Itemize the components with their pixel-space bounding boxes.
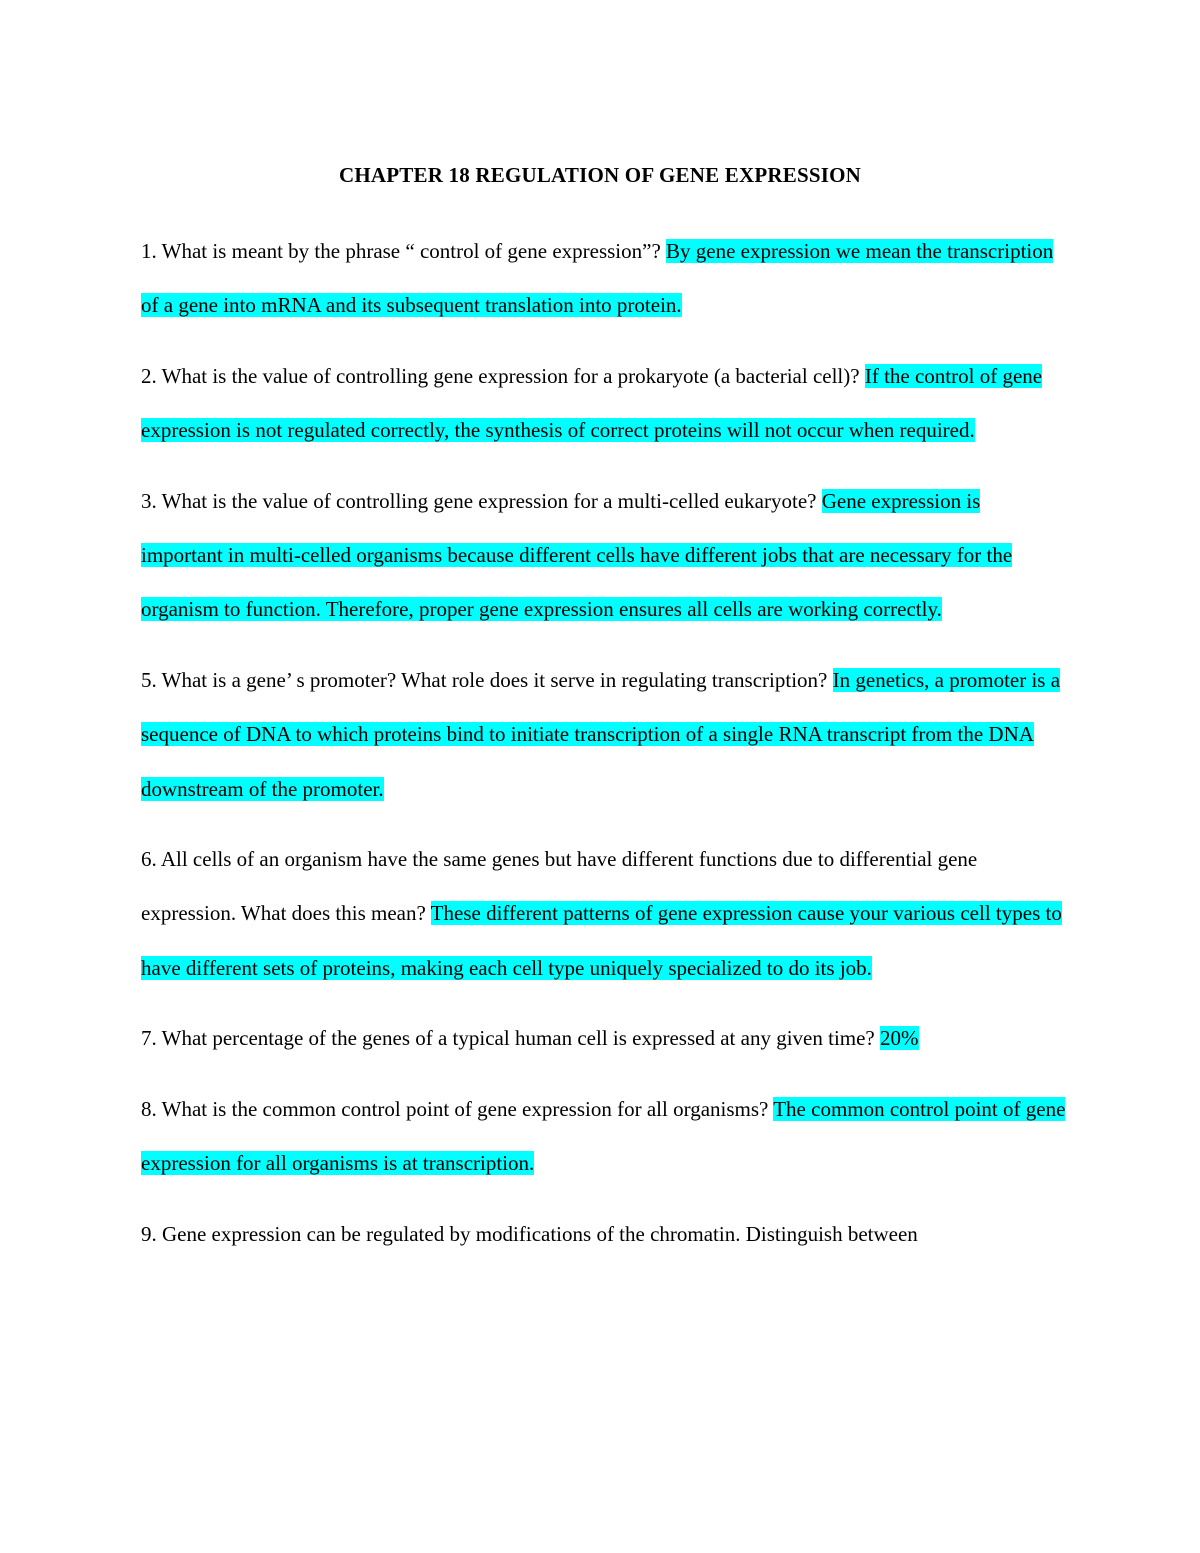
qa-item-7 <box>141 1011 1066 1065</box>
question-text: 5. What is a gene’ s promoter? What role does it serve in regulating transcription? <box>141 667 833 692</box>
answer-highlight: 20% <box>880 1026 919 1051</box>
qa-item-3 <box>141 474 1066 637</box>
qa-item-1 <box>141 224 1066 333</box>
answer-highlight: By gene expression we mean the transcription of a gene into mRNA and its subsequent translation into protein. <box>141 239 1054 318</box>
question-text: 1. What is meant by the phrase “ control of gene expression”? <box>141 239 667 263</box>
question-text: 2. What is the value of controlling gene expression for a prokaryote (a bacterial cell)? <box>141 363 865 388</box>
question-text: 3. What is the value of controlling gene expression for a multi-celled eukaryote? <box>141 488 822 513</box>
qa-item-5 <box>141 653 1066 816</box>
question-text: 8. What is the common control point of gene expression for all organisms? <box>141 1096 774 1121</box>
answer-highlight: Gene expression is important in multi-celled organisms because different cells have different jobs that are necessary for the organism to function. Therefore, proper gene expression ensures all cells are working correctly. <box>141 488 1013 622</box>
answer-highlight: These different patterns of gene expression cause your various cell types to have different sets of proteins, making each cell type uniquely specialized to do its job. <box>141 901 1062 980</box>
answer-highlight: If the control of gene expression is not regulated correctly, the synthesis of correct proteins will not occur when required. <box>141 363 1043 443</box>
question-text: 9. Gene expression can be regulated by modifications of the chromatin. Distinguish between <box>141 1221 918 1246</box>
qa-item-8 <box>141 1082 1066 1191</box>
answer-highlight: In genetics, a promoter is a sequence of DNA to which proteins bind to initiate transcription of a single RNA transcript from the DNA downstream of the promoter. <box>141 667 1061 801</box>
document-body <box>141 224 1066 1277</box>
qa-item-9 <box>141 1207 1066 1261</box>
qa-item-6 <box>141 832 1066 995</box>
answer-highlight: The common control point of gene expression for all organisms is at transcription. <box>141 1096 1066 1176</box>
question-text: 6. All cells of an organism have the same genes but have different functions due to differential gene expression. What does this mean? <box>141 847 978 926</box>
question-text: 7. What percentage of the genes of a typical human cell is expressed at any given time? <box>141 1026 880 1051</box>
page-title: CHAPTER 18 REGULATION OF GENE EXPRESSION <box>339 163 861 187</box>
qa-item-2 <box>141 349 1066 458</box>
